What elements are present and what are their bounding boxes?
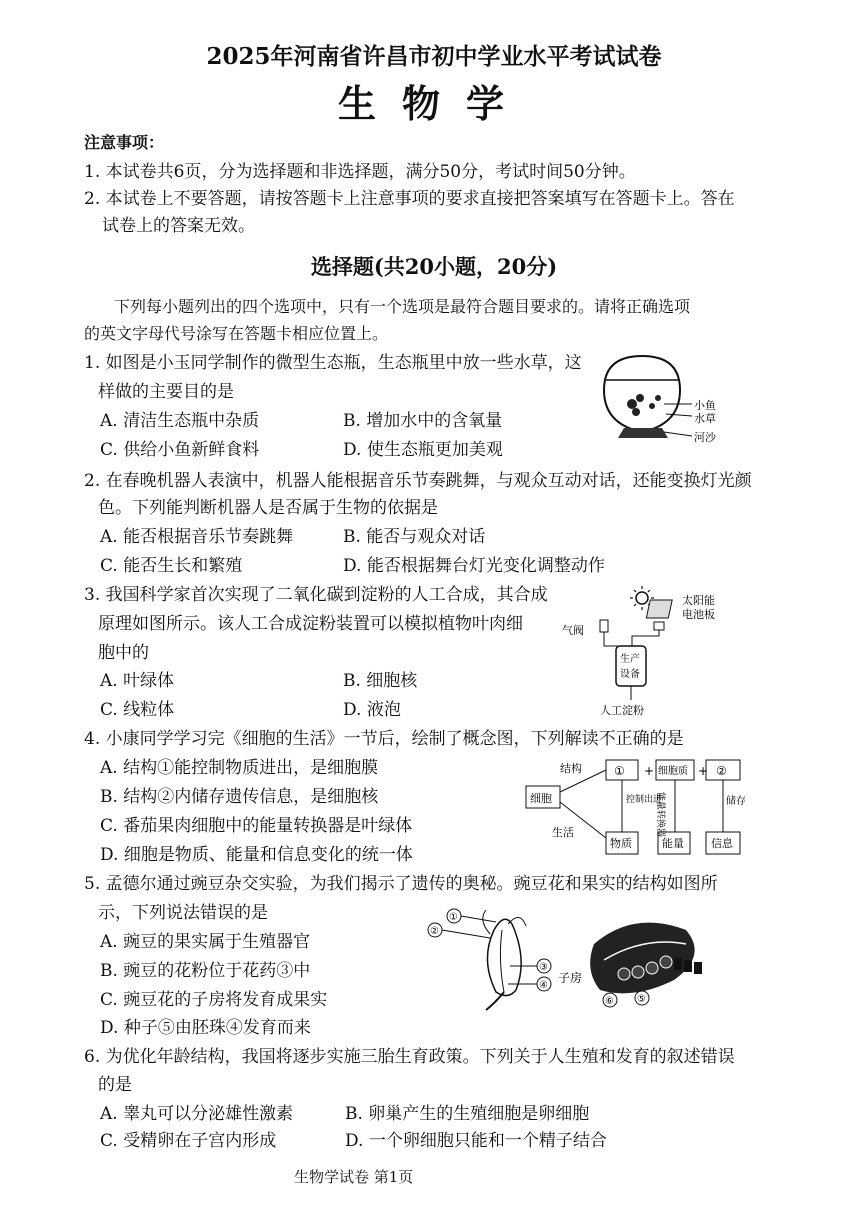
notice-item-2-line-1: 2. 本试卷上不要答题，请按答题卡上注意事项的要求直接把答案填写在答题卡上。答在 xyxy=(84,189,735,209)
cell-concept-map xyxy=(522,752,748,862)
q3-stem-line-3: 胞中的 xyxy=(98,643,149,663)
ecosystem-bottle-figure xyxy=(592,352,732,452)
q3-stem-line-1: 3. 我国科学家首次实现了二氧化碳到淀粉的人工合成，其合成 xyxy=(84,585,548,605)
solar-panel-icon xyxy=(646,600,672,618)
q4-option-b: B. 结构②内储存遗传信息，是细胞核 xyxy=(100,787,379,807)
map-store: 储存 xyxy=(726,796,746,807)
q6-option-b: B. 卵巢产生的生殖细胞是卵细胞 xyxy=(345,1104,590,1124)
fig3-label-starch: 人工淀粉 xyxy=(600,704,644,717)
fruit-label-5: ⑤ xyxy=(637,994,646,1005)
q6-option-a: A. 睾丸可以分泌雄性激素 xyxy=(100,1104,294,1124)
map-structure-1: ① xyxy=(614,764,625,778)
q6-stem-line-2: 的是 xyxy=(98,1075,132,1095)
fruit-label-6: ⑥ xyxy=(605,996,614,1007)
flower-label-4: ④ xyxy=(539,980,548,991)
notice-heading: 注意事项： xyxy=(84,133,165,152)
q3-stem-line-2: 原理如图所示。该人工合成淀粉装置可以模拟植物叶肉细 xyxy=(98,614,523,634)
map-info: 信息 xyxy=(711,837,733,850)
map-plus-2: + xyxy=(698,764,709,778)
q5-option-b: B. 豌豆的花粉位于花药③中 xyxy=(100,961,311,981)
artificial-starch-figure xyxy=(560,582,730,720)
fig3-label-solar-2: 电池板 xyxy=(682,608,715,621)
q3-option-d: D. 液泡 xyxy=(343,700,401,720)
exam-title: 2025年河南省许昌市初中学业水平考试试卷 xyxy=(206,43,662,70)
q1-option-d: D. 使生态瓶更加美观 xyxy=(343,440,503,460)
q1-stem-line-2: 样做的主要目的是 xyxy=(98,382,234,402)
map-matter: 物质 xyxy=(610,837,632,850)
q6-option-d: D. 一个卵细胞只能和一个精子结合 xyxy=(345,1131,607,1151)
notice-item-2-line-2: 试卷上的答案无效。 xyxy=(102,216,255,236)
fig3-label-device-2: 设备 xyxy=(620,669,640,680)
flower-label-ovary: 子房 xyxy=(558,971,583,985)
page-footer: 生物学试卷 第1页 xyxy=(294,1168,414,1186)
q1-stem-line-1: 1. 如图是小玉同学制作的微型生态瓶，生态瓶里中放一些水草，这 xyxy=(84,353,582,373)
pea-flower-fruit-figure xyxy=(424,900,714,1016)
q4-option-c: C. 番茄果肉细胞中的能量转换器是叶绿体 xyxy=(100,816,413,836)
map-cytoplasm: 细胞质 xyxy=(658,766,688,777)
q1-option-a: A. 清洁生态瓶中杂质 xyxy=(100,411,260,431)
flower-label-1: ① xyxy=(449,912,458,923)
sun-icon xyxy=(636,592,648,604)
q3-option-b: B. 细胞核 xyxy=(343,671,418,691)
q3-option-a: A. 叶绿体 xyxy=(100,671,175,691)
q3-option-c: C. 线粒体 xyxy=(100,700,175,720)
q6-option-c: C. 受精卵在子宫内形成 xyxy=(100,1131,277,1151)
q4-option-d: D. 细胞是物质、能量和信息变化的统一体 xyxy=(100,845,413,865)
section-title: 选择题(共20小题，20分) xyxy=(310,254,558,279)
map-structure-2: ② xyxy=(716,764,727,778)
fig3-label-solar-1: 太阳能 xyxy=(682,594,715,607)
map-energy-converter: 能量转换器 xyxy=(655,792,665,838)
flower-label-2: ② xyxy=(430,926,439,937)
q2-option-d: D. 能否根据舞台灯光变化调整动作 xyxy=(343,556,605,576)
q1-option-c: C. 供给小鱼新鲜食料 xyxy=(100,440,260,460)
map-energy: 能量 xyxy=(662,837,684,850)
q4-stem: 4. 小康同学学习完《细胞的生活》一节后，绘制了概念图，下列解读不正确的是 xyxy=(84,729,684,749)
q2-stem-line-1: 2. 在春晚机器人表演中，机器人能根据音乐节奏跳舞，与观众互动对话，还能变换灯光颜 xyxy=(84,471,752,491)
fig1-label-fish: 小鱼 xyxy=(694,399,716,412)
fig3-label-valve: 气阀 xyxy=(562,624,584,637)
map-life: 生活 xyxy=(552,826,574,839)
q2-stem-line-2: 色。下列能判断机器人是否属于生物的依据是 xyxy=(98,498,438,518)
q4-option-a: A. 结构①能控制物质进出，是细胞膜 xyxy=(100,758,379,778)
fig1-label-grass: 水草 xyxy=(694,412,716,425)
q2-option-a: A. 能否根据音乐节奏跳舞 xyxy=(100,527,294,547)
q5-option-c: C. 豌豆花的子房将发育成果实 xyxy=(100,990,328,1010)
map-cell: 细胞 xyxy=(530,792,552,805)
q2-option-c: C. 能否生长和繁殖 xyxy=(100,556,243,576)
q1-option-b: B. 增加水中的含氧量 xyxy=(343,411,503,431)
q5-stem-line-1: 5. 孟德尔通过豌豆杂交实验，为我们揭示了遗传的奥秘。豌豆花和果实的结构如图所 xyxy=(84,874,718,894)
q5-option-d: D. 种子⑤由胚珠④发育而来 xyxy=(100,1018,311,1038)
subject-title: 生物学 xyxy=(337,81,530,126)
map-control: 控制出进 xyxy=(626,795,663,805)
fig1-label-sand: 河沙 xyxy=(694,431,716,444)
q5-option-a: A. 豌豆的果实属于生殖器官 xyxy=(100,932,311,952)
flower-label-3: ③ xyxy=(539,962,548,973)
fig3-label-device-1: 生产 xyxy=(620,654,640,665)
map-structure: 结构 xyxy=(560,762,582,775)
notice-item-1: 1. 本试卷共6页，分为选择题和非选择题，满分50分，考试时间50分钟。 xyxy=(84,162,636,182)
q5-stem-line-2: 示，下列说法错误的是 xyxy=(98,903,268,923)
section-intro-line-2: 的英文字母代号涂写在答题卡相应位置上。 xyxy=(84,324,389,343)
map-plus-1: + xyxy=(644,764,655,778)
section-intro-line-1: 下列每小题列出的四个选项中，只有一个选项是最符合题目要求的。请将正确选项 xyxy=(114,297,691,316)
q2-option-b: B. 能否与观众对话 xyxy=(343,527,486,547)
q6-stem-line-1: 6. 为优化年龄结构，我国将逐步实施三胎生育政策。下列关于人生殖和发育的叙述错误 xyxy=(84,1047,735,1067)
